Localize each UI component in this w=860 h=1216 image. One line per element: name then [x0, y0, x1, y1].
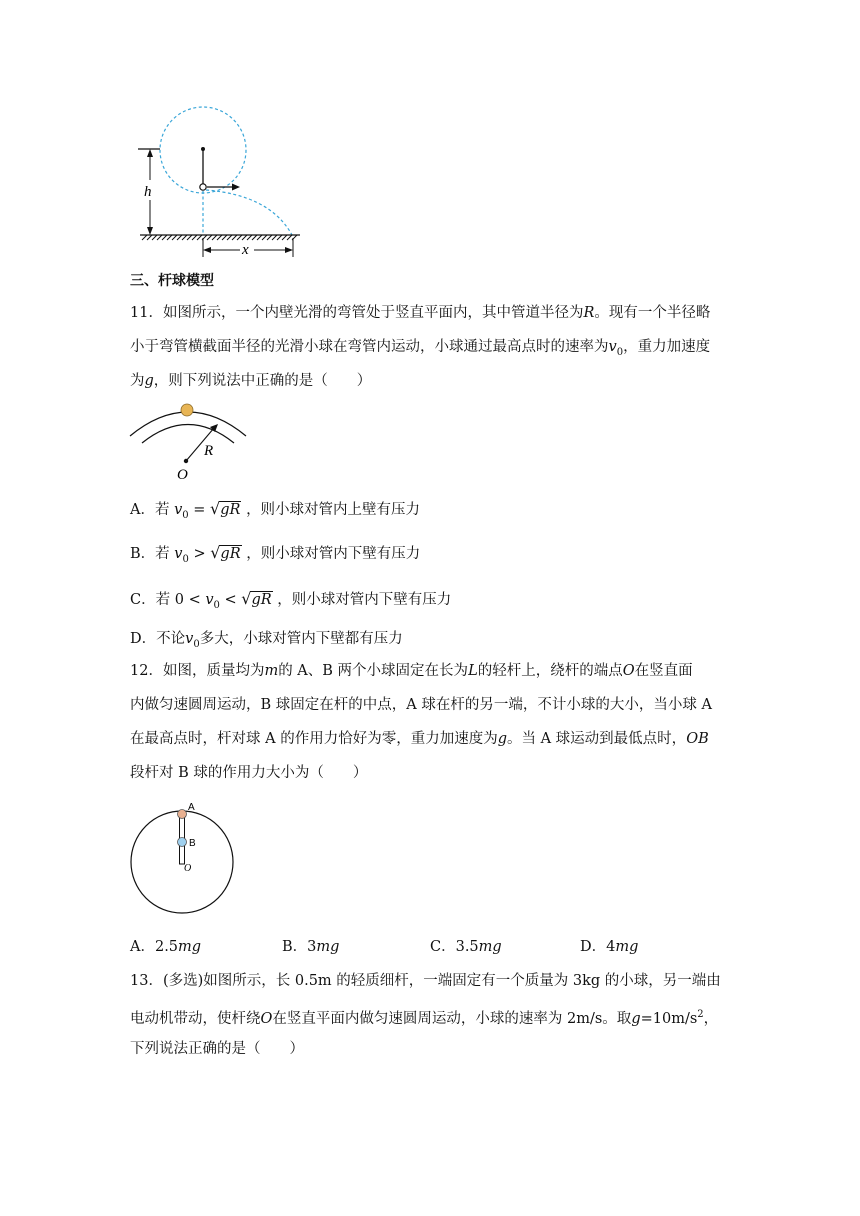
label-o: O	[184, 863, 192, 874]
x-arrow-right	[285, 247, 293, 253]
q11-line-2: 小于弯管横截面半径的光滑小球在弯管内运动，小球通过最高点时的速率为$v_0$，重力加速度	[130, 339, 711, 358]
q12-option-b[interactable]: B．3mg	[282, 939, 340, 955]
ball-in-tube	[181, 404, 193, 416]
q12-option-c[interactable]: C．3.5mg	[430, 939, 502, 955]
q11-line-1: 11．如图所示，一个内壁光滑的弯管处于竖直平面内，其中管道半径为R。现有一个半径略	[130, 305, 711, 321]
tube-inner-arc	[142, 425, 234, 444]
q13-line-2: 电动机带动，使杆绕O在竖直平面内做匀速圆周运动，小球的速率为 2m/s。取$g=10m/s^2$，	[130, 1009, 719, 1027]
h-arrow-down	[147, 227, 153, 235]
ball	[200, 184, 206, 190]
pivot-dot	[201, 147, 205, 151]
q11-line-3: 为g，则下列说法中正确的是（ ）	[130, 373, 372, 389]
q12-line-2: 内做匀速圆周运动，B 球固定在杆的中点，A 球在杆的另一端，不计小球的大小，当小球 A	[130, 697, 712, 713]
q12-option-a[interactable]: A．2.5mg	[130, 939, 202, 955]
figure-circle-projectile	[130, 95, 310, 265]
figure-rod-circle	[128, 798, 238, 918]
figure-curved-tube	[128, 398, 252, 482]
ball-b	[178, 838, 187, 847]
h-label: h	[144, 184, 152, 200]
q13-line-1: 13．(多选)如图所示，长 0.5m 的轻质细杆，一端固定有一个质量为 3kg 的小球，另一端由	[130, 973, 721, 989]
q11-option-c[interactable]: C．若 $0 < v_0 < √gR$ ，则小球对管内下壁有压力	[130, 589, 452, 611]
q11-option-a[interactable]: A．若 $v_0 = √gR$ ，则小球对管内上壁有压力	[130, 499, 421, 521]
q12-line-3: 在最高点时，杆对球 A 的作用力恰好为零，重力加速度为g。当 A 球运动到最低点时，OB	[130, 731, 709, 747]
label-b: B	[189, 838, 196, 849]
q11-option-d[interactable]: D．不论$v_0$多大，小球对管内下壁都有压力	[130, 631, 403, 650]
trajectory-curve	[206, 190, 292, 235]
label-a: A	[188, 802, 195, 813]
ball-a	[178, 810, 187, 819]
q13-line-3: 下列说法正确的是（ ）	[130, 1041, 304, 1057]
q11-option-b[interactable]: B．若 $v_0 > √gR$ ，则小球对管内下壁有压力	[130, 543, 421, 565]
h-arrow-up	[147, 149, 153, 157]
ground-hatching	[142, 235, 297, 240]
q12-line-1: 12．如图，质量均为m的 A、B 两个小球固定在长为L的轻杆上，绕杆的端点O在竖直面	[130, 663, 693, 679]
velocity-arrowhead	[232, 184, 240, 191]
x-label: x	[242, 242, 249, 258]
q12-line-4: 段杆对 B 球的作用力大小为（ ）	[130, 765, 368, 781]
center-dot	[184, 459, 188, 463]
section-title: 三、杆球模型	[130, 273, 214, 289]
x-arrow-left	[203, 247, 211, 253]
q12-option-d[interactable]: D．4mg	[580, 939, 639, 955]
center-label: O	[177, 467, 188, 482]
radius-label: R	[204, 443, 214, 459]
